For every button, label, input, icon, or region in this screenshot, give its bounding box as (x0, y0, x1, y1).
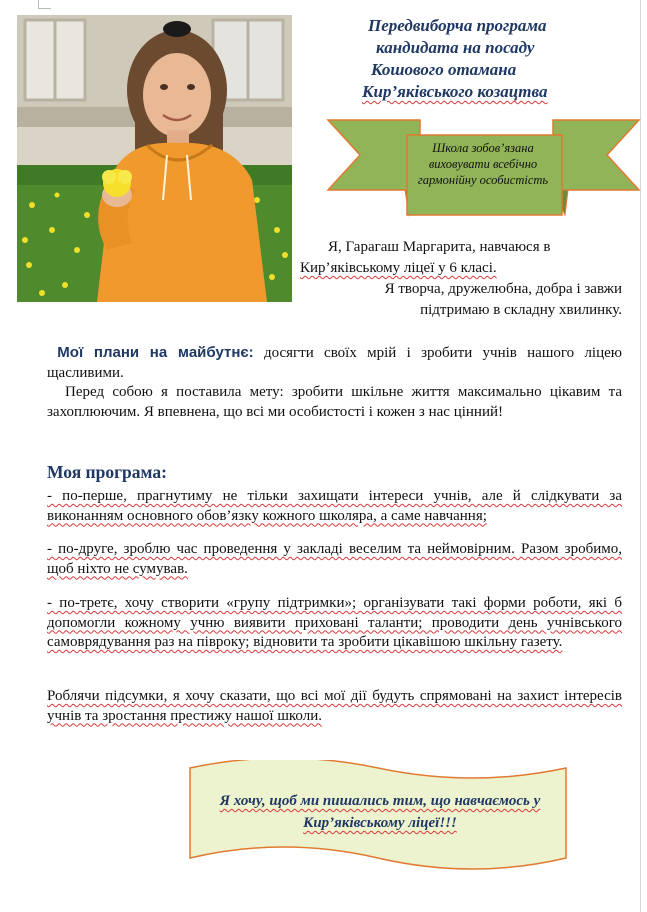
intro-paragraph-1: Я, Гарагаш Маргарита, навчаюся в Кир’яківському ліцеї у 6 класі. (300, 239, 551, 276)
plans-text: досягти своїх мрій і зробити учнів нашого ліцею щасливими. (47, 345, 622, 381)
plans-paragraph (47, 343, 622, 383)
intro-paragraph-2: Я творча, дружелюбна, добра і завжи підтримаю в складну хвилинку. (384, 281, 622, 318)
closing-line-2: Кир’яківському ліцеї!!! (303, 815, 457, 831)
title-line-2: кандидата на посаду (376, 38, 535, 57)
closing-text (196, 790, 564, 834)
plans-heading: Мої плани на майбутнє: (57, 344, 254, 361)
candidate-photo (17, 15, 292, 302)
summary-paragraph: Роблячи підсумки, я хочу сказати, що всі мої дії будуть спрямовані на захист інтересів учнів та зростання престижу нашої школи. (47, 688, 622, 724)
title-line-1: Передвиборча програма (368, 16, 547, 35)
goal-paragraph: Перед собою я поставила мету: зробити шкільне життя максимально цікавим та захоплюючим. Я впевнена, що всі ми особистості і кожен з нас цінний! (47, 384, 622, 420)
program-heading: Моя програма: (47, 462, 167, 482)
program-item-2: - по-друге, зроблю час проведення у закладі веселим та неймовірним. Разом зробимо, щоб ніхто не сумував. (47, 541, 622, 577)
title-line-4: Кир’яківського козацтва (362, 82, 548, 101)
intro-block (300, 237, 622, 321)
closing-line-1: Я хочу, щоб ми пишались тим, що навчаємось у (219, 793, 541, 809)
title-line-3: Кошового отамана (371, 60, 517, 79)
program-item-3: - по-третє, хочу створити «групу підтримки»; організувати такі форми роботи, які б допомогли кожному учню виявити приховані таланти; проводити день учнівського самоврядування раз на півроку; відновити та зробити цікавішою шкільну газету. (47, 595, 622, 650)
program-title (330, 15, 620, 103)
plans-block (47, 343, 622, 422)
candidate-photo-image (17, 15, 292, 302)
motto-text: Школа зобов’язана виховувати всебічно гармонійну особистість (417, 141, 549, 187)
program-item-1: - по-перше, прагнутиму не тільки захищати інтереси учнів, але й слідкувати за виконанням основного обов’язку кожного школяра, а саме навчання; (47, 488, 622, 524)
margin-corner-mark (38, 0, 51, 9)
